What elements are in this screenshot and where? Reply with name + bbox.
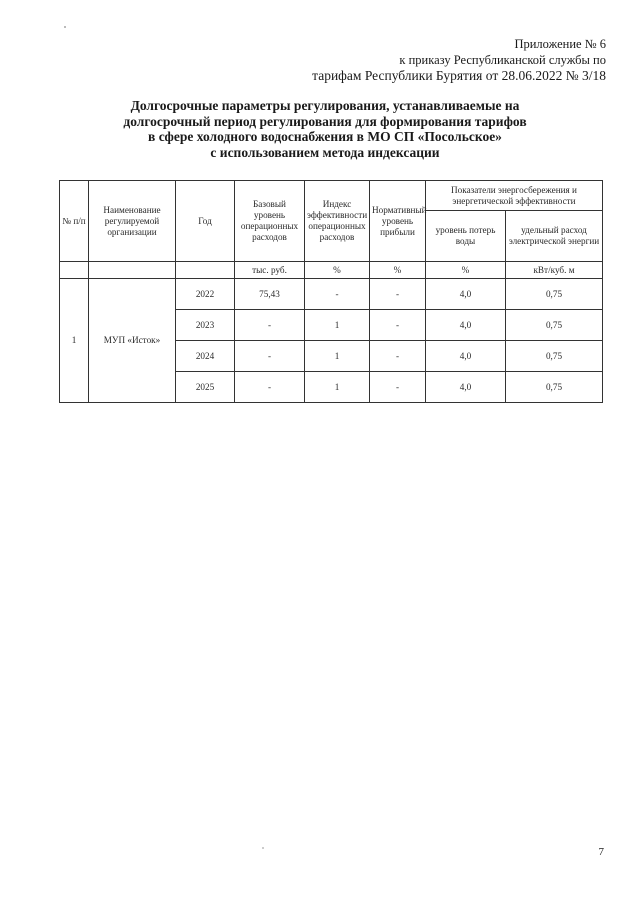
unit-index: %	[305, 262, 370, 279]
unit-cell-empty	[89, 262, 176, 279]
title-line: долгосрочный период регулирования для формирования тарифов	[123, 113, 527, 129]
norm-cell: -	[370, 310, 426, 341]
org-num-cell: 1	[60, 279, 89, 403]
header-base: Базовый уровень операционных расходов	[235, 181, 305, 262]
header-norm: Нормативный уровень прибыли	[370, 181, 426, 262]
title-line: с использованием метода индексации	[210, 144, 440, 160]
loss-cell: 4,0	[426, 341, 506, 372]
header-row	[60, 181, 603, 211]
header-num: № п/п	[60, 181, 89, 262]
parameters-table	[59, 180, 603, 403]
scan-speck	[262, 847, 264, 849]
org-name-cell: МУП «Исток»	[89, 279, 176, 403]
base-cell: -	[235, 372, 305, 403]
base-cell: 75,43	[235, 279, 305, 310]
header-loss: уровень потерь воды	[426, 211, 506, 262]
header-index: Индекс эффективности операционных расходов	[305, 181, 370, 262]
index-cell: 1	[305, 310, 370, 341]
appendix-line: к приказу Республиканской службы по	[399, 53, 606, 67]
base-cell: -	[235, 341, 305, 372]
title-line: Долгосрочные параметры регулирования, устанавливаемые на	[130, 98, 520, 113]
header-year: Год	[176, 181, 235, 262]
year-cell: 2024	[176, 341, 235, 372]
header-org: Наименование регулируемой организации	[89, 181, 176, 262]
unit-norm: %	[370, 262, 426, 279]
page-number: 7	[598, 846, 604, 858]
appendix-note	[312, 36, 606, 84]
year-cell: 2025	[176, 372, 235, 403]
specific-cell: 0,75	[506, 341, 603, 372]
loss-cell: 4,0	[426, 279, 506, 310]
unit-cell-empty	[176, 262, 235, 279]
norm-cell: -	[370, 279, 426, 310]
scan-speck	[64, 26, 66, 28]
index-cell: -	[305, 279, 370, 310]
unit-specific: кВт/куб. м	[506, 262, 603, 279]
loss-cell: 4,0	[426, 372, 506, 403]
header-energy-group: Показатели энергосбережения и энергетической эффективности	[426, 181, 603, 211]
title-line: в сфере холодного водоснабжения в МО СП «Посольское»	[148, 129, 502, 144]
year-cell: 2022	[176, 279, 235, 310]
specific-cell: 0,75	[506, 279, 603, 310]
table-row	[60, 279, 603, 310]
specific-cell: 0,75	[506, 310, 603, 341]
loss-cell: 4,0	[426, 310, 506, 341]
specific-cell: 0,75	[506, 372, 603, 403]
appendix-line: тарифам Республики Бурятия от 28.06.2022 № 3/18	[312, 68, 606, 83]
norm-cell: -	[370, 341, 426, 372]
appendix-line: Приложение № 6	[514, 37, 606, 51]
year-cell: 2023	[176, 310, 235, 341]
base-cell: -	[235, 310, 305, 341]
index-cell: 1	[305, 341, 370, 372]
header-specific: удельный расход электрической энергии	[506, 211, 603, 262]
norm-cell: -	[370, 372, 426, 403]
unit-cell-empty	[60, 262, 89, 279]
units-row	[60, 262, 603, 279]
unit-loss: %	[426, 262, 506, 279]
unit-base: тыс. руб.	[235, 262, 305, 279]
document-title	[60, 98, 590, 160]
index-cell: 1	[305, 372, 370, 403]
